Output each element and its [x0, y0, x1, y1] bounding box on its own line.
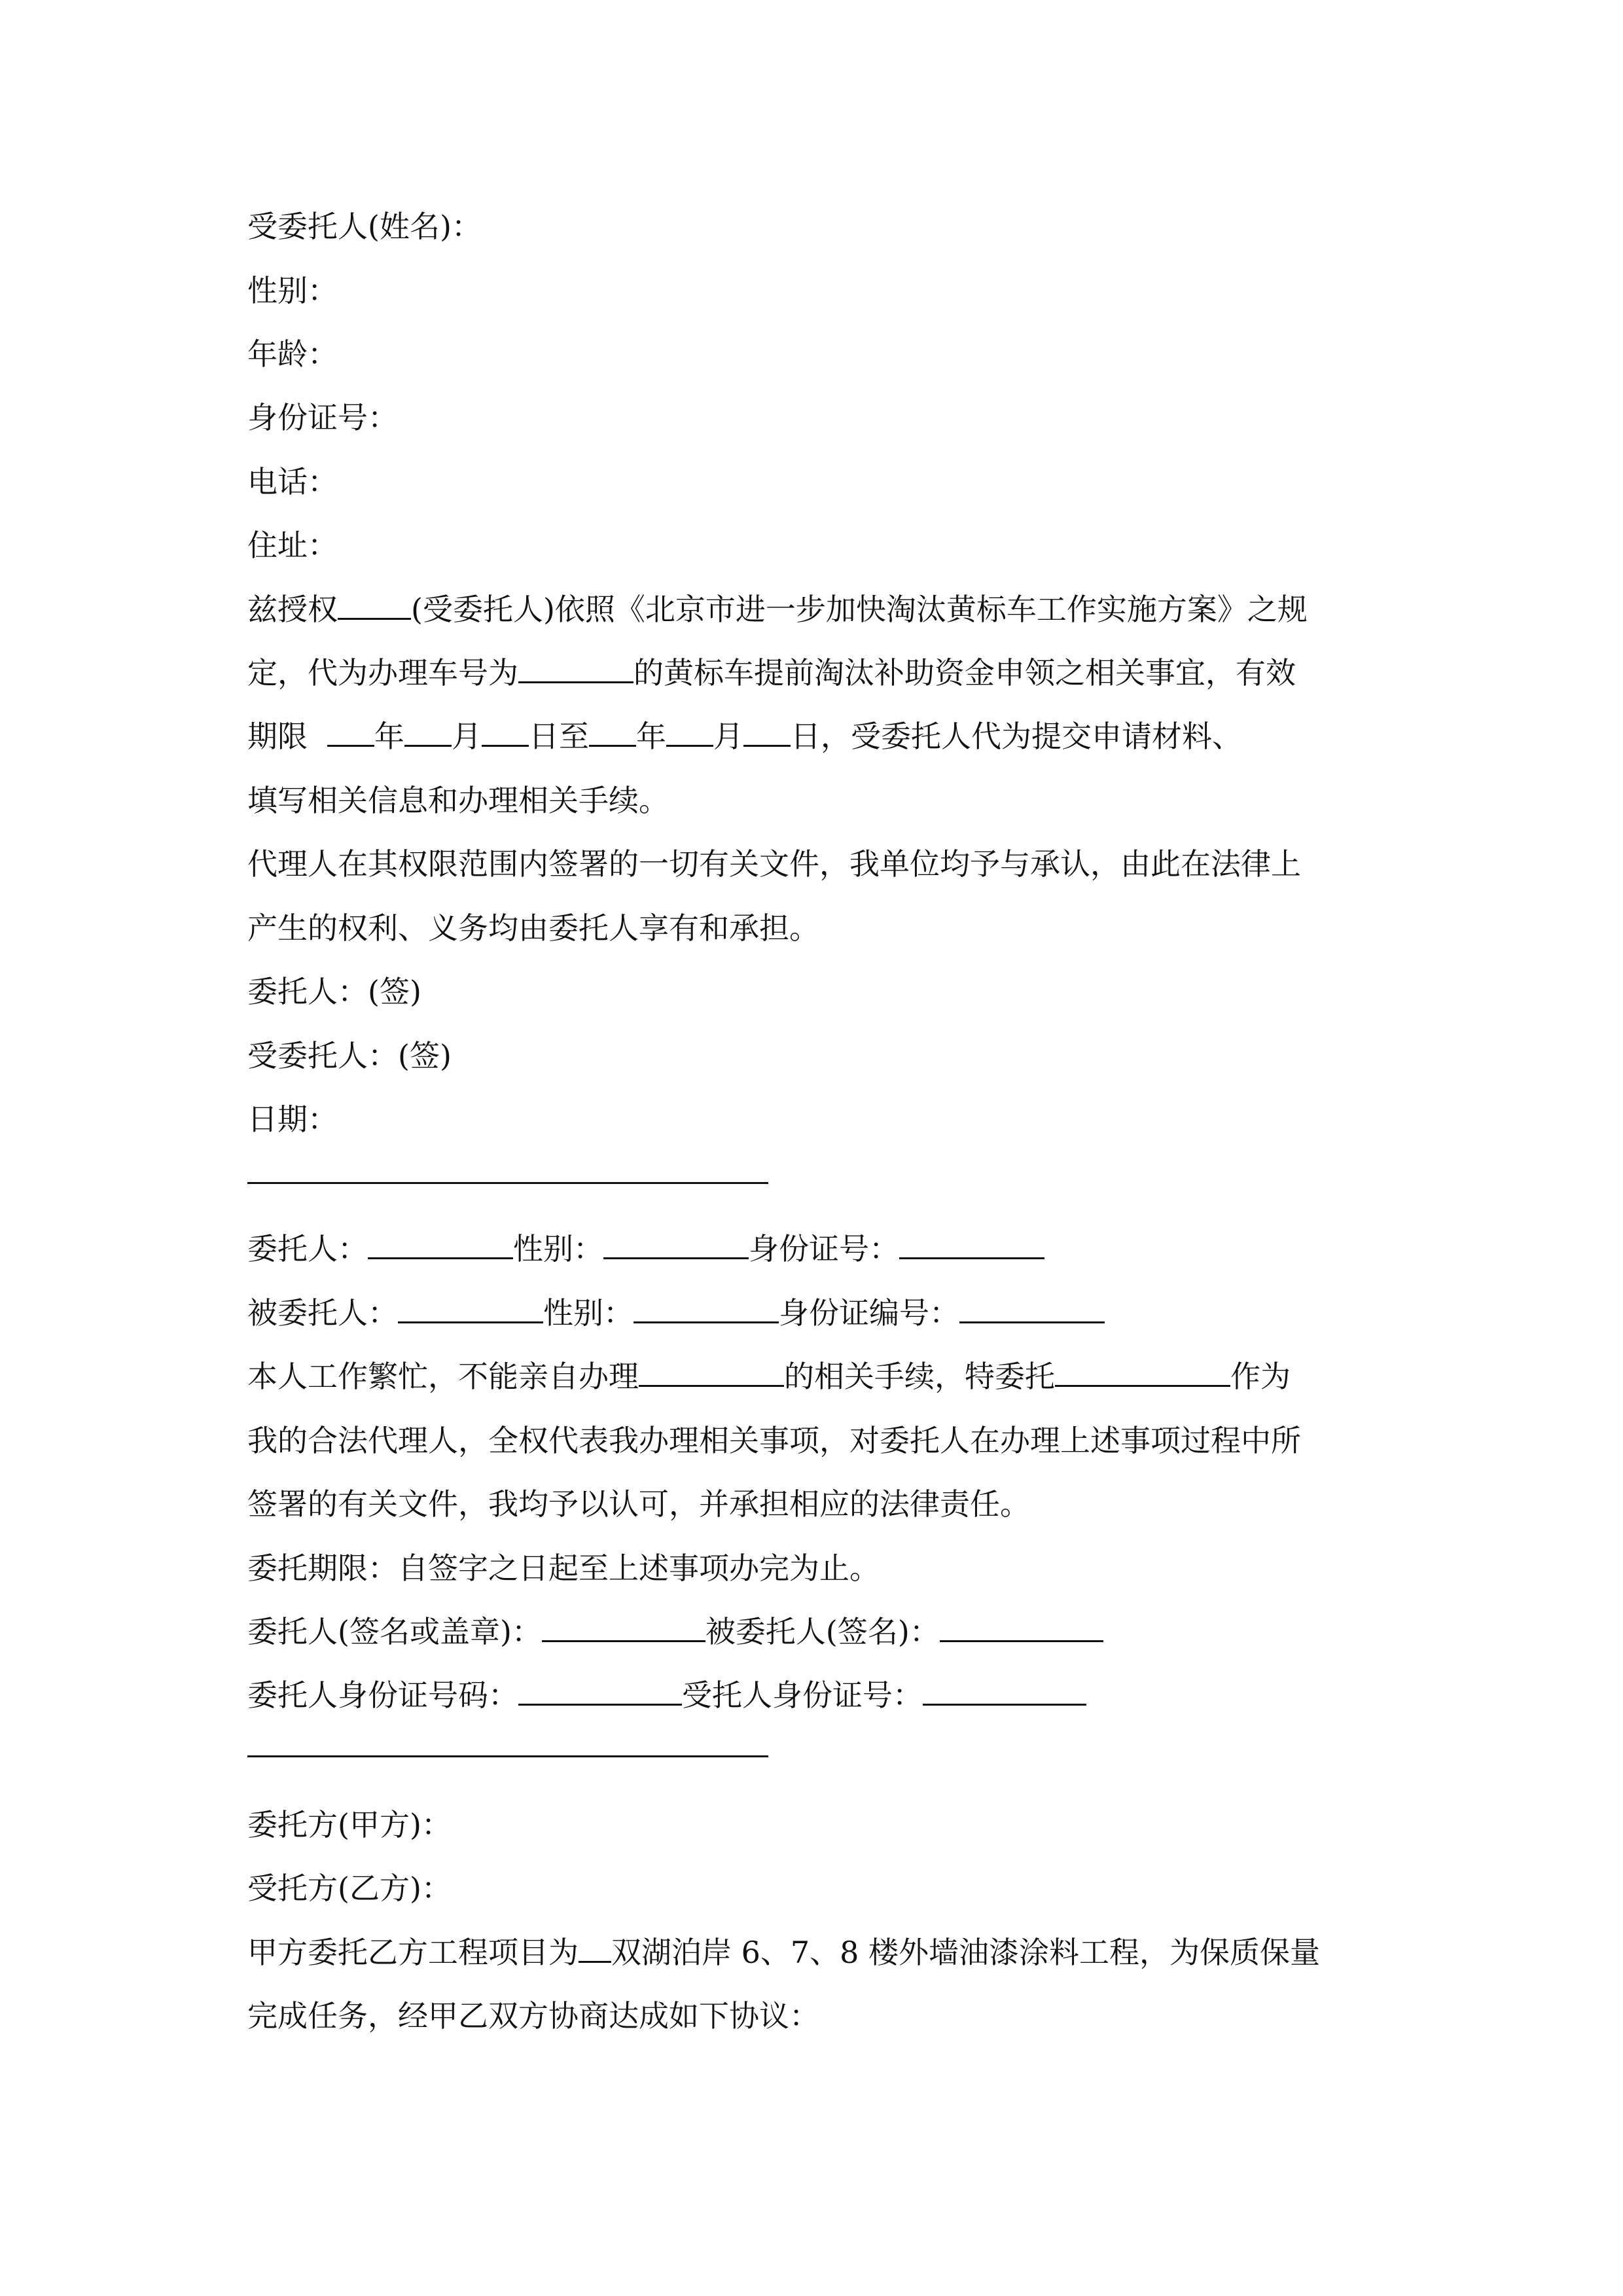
year-label: 年 [374, 719, 404, 754]
text-segment: 定，代为办理车号为 [247, 655, 518, 691]
id-label: 身份证号： [247, 400, 398, 435]
text-segment: 的相关手续，特委托 [784, 1359, 1055, 1394]
gender-label: 性别： [513, 1231, 603, 1266]
authorization-line-1 [247, 591, 1308, 628]
trustee-id-label: 受托人身份证号： [682, 1677, 923, 1713]
agreement-line-1 [247, 1934, 1320, 1971]
id-number-row [247, 1677, 1086, 1713]
blank-field [542, 1614, 705, 1642]
trustee-signature-label: 受委托人：(签) [247, 1038, 452, 1073]
day-label: 日，受委托人代为提交申请材料、 [791, 719, 1242, 754]
text-segment: 期限 [247, 719, 308, 754]
principal-id-label: 委托人身份证号码： [247, 1677, 518, 1713]
authorization-line-4: 填写相关信息和办理相关手续。 [247, 783, 669, 818]
trustee-name-label: 受委托人(姓名)： [247, 209, 482, 244]
blank-field [327, 719, 374, 747]
text-segment: 的黄标车提前淘汰补助资金申领之相关事宜，有效 [633, 655, 1296, 691]
blank-field [666, 719, 713, 747]
agent-scope-line-1: 代理人在其权限范围内签署的一切有关文件，我单位均予与承认，由此在法律上 [247, 846, 1301, 882]
section-divider [247, 1182, 768, 1184]
agent-name-blank [1055, 1359, 1230, 1387]
blank-field [743, 719, 791, 747]
blank-field [899, 1231, 1044, 1259]
delegation-line-2: 我的合法代理人，全权代表我办理相关事项，对委托人在办理上述事项过程中所 [247, 1423, 1301, 1458]
age-label: 年龄： [247, 336, 338, 372]
delegation-line-3: 签署的有关文件，我均予以认可，并承担相应的法律责任。 [247, 1486, 1030, 1522]
delegation-line-1 [247, 1358, 1291, 1395]
text-segment: 作为 [1230, 1359, 1291, 1394]
blank-field [338, 592, 411, 620]
agent-signature-label: 被委托人(签名)： [705, 1614, 940, 1649]
blank-field [518, 1677, 682, 1706]
blank-field [633, 1295, 779, 1323]
text-segment: 甲方委托乙方工程项目为 [247, 1935, 579, 1970]
phone-label: 电话： [247, 464, 338, 499]
blank-field [589, 719, 636, 747]
id-label: 身份证编号： [779, 1295, 959, 1331]
blank-field [368, 1231, 513, 1259]
authorization-line-2 [247, 655, 1296, 691]
agreement-line-2: 完成任务，经甲乙双方协商达成如下协议： [247, 1998, 819, 2034]
party-a-label: 委托方(甲方)： [247, 1807, 452, 1842]
month-label: 月 [452, 719, 482, 754]
blank-field [579, 1935, 611, 1963]
date-label: 日期： [247, 1102, 338, 1137]
day-label: 日至 [529, 719, 589, 754]
id-label: 身份证号： [749, 1231, 899, 1266]
term-line: 委托期限：自签字之日起至上述事项办完为止。 [247, 1551, 880, 1586]
principal-info-row [247, 1230, 1044, 1267]
party-b-label: 受托方(乙方)： [247, 1871, 452, 1906]
blank-field [404, 719, 452, 747]
year-label: 年 [636, 719, 666, 754]
principal-signature-label: 委托人(签名或盖章)： [247, 1614, 542, 1649]
matter-blank [639, 1359, 784, 1387]
plate-number-blank [518, 655, 633, 683]
authorization-line-3 [247, 718, 1242, 755]
principal-label: 委托人： [247, 1231, 368, 1266]
agent-label: 被委托人： [247, 1295, 398, 1331]
gender-label: 性别： [543, 1295, 633, 1331]
agent-info-row [247, 1295, 1105, 1331]
principal-signature-label: 委托人：(签) [247, 974, 421, 1009]
blank-field [603, 1231, 749, 1259]
text-segment: (受委托人)依照《北京市进一步加快淘汰黄标车工作实施方案》之规 [411, 592, 1308, 627]
text-segment: 本人工作繁忙，不能亲自办理 [247, 1359, 639, 1394]
gender-label: 性别： [247, 273, 338, 308]
blank-field [940, 1614, 1103, 1642]
signature-row [247, 1613, 1103, 1650]
blank-field [959, 1295, 1105, 1323]
blank-field [482, 719, 529, 747]
blank-field [923, 1677, 1086, 1706]
text-segment: 双湖泊岸 6、7、8 楼外墙油漆涂料工程，为保质保量 [611, 1935, 1321, 1970]
text-segment: 兹授权 [247, 592, 338, 627]
section-divider [247, 1755, 768, 1757]
blank-field [398, 1295, 543, 1323]
month-label: 月 [713, 719, 743, 754]
agent-scope-line-2: 产生的权利、义务均由委托人享有和承担。 [247, 910, 819, 946]
address-label: 住址： [247, 528, 338, 563]
